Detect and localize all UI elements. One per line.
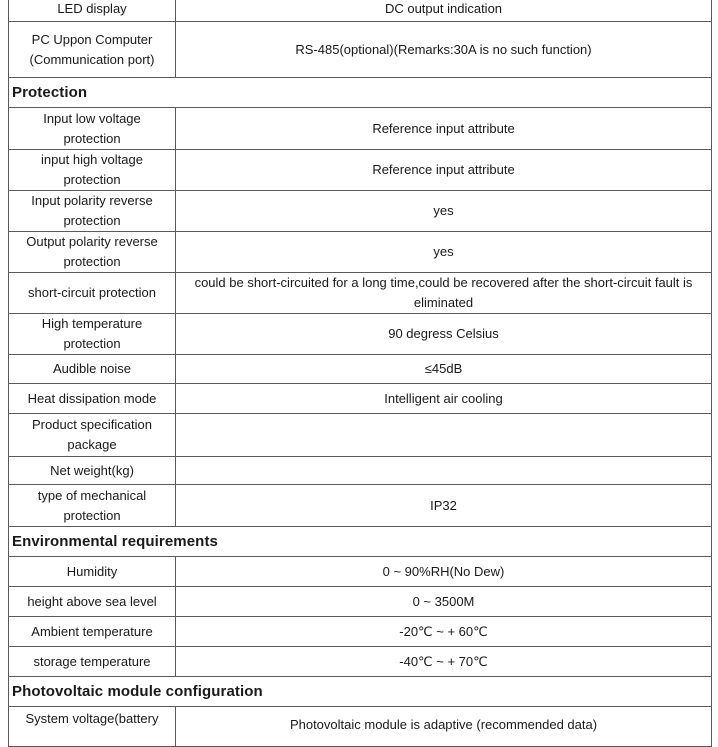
- spec-label: Output polarity reverse protection: [9, 232, 176, 273]
- spec-value-text: Photovoltaic module is adaptive (recommended data): [289, 717, 598, 732]
- spec-label: Input low voltage protection: [9, 108, 176, 150]
- table-row: [9, 414, 712, 457]
- table-row: [9, 617, 712, 647]
- spec-value: Reference input attribute: [176, 150, 712, 191]
- table-row: [9, 587, 712, 617]
- spec-label: type of mechanical protection: [9, 485, 176, 527]
- spec-value: [176, 457, 712, 485]
- table-row: [9, 557, 712, 587]
- spec-value: 90 degress Celsius: [176, 314, 712, 355]
- spec-value: -20℃ ~ + 60℃: [176, 617, 712, 647]
- section-header-row: [9, 78, 712, 108]
- section-heading-photovoltaic: Photovoltaic module configuration: [9, 677, 712, 707]
- spec-value: ≤45dB: [176, 355, 712, 384]
- section-header-row: [9, 677, 712, 707]
- spec-label: Ambient temperature: [9, 617, 176, 647]
- spec-value: IP32: [176, 485, 712, 527]
- table-row: [9, 273, 712, 314]
- spec-value: Intelligent air cooling: [176, 384, 712, 414]
- table-row: [9, 314, 712, 355]
- spec-value: yes: [176, 191, 712, 232]
- spec-value: [176, 414, 712, 457]
- table-row: [9, 22, 712, 78]
- spec-value: -40℃ ~ + 70℃: [176, 647, 712, 677]
- spec-value: yes: [176, 232, 712, 273]
- table-row: [9, 232, 712, 273]
- spec-value: 0 ~ 3500M: [176, 587, 712, 617]
- spec-table: [8, 0, 712, 747]
- spec-label: High temperature protection: [9, 314, 176, 355]
- table-row: [9, 485, 712, 527]
- spec-label: Humidity: [9, 557, 176, 587]
- table-row: [9, 647, 712, 677]
- spec-value: RS-485(optional)(Remarks:30A is no such function): [176, 22, 712, 78]
- section-heading-environment: Environmental requirements: [9, 527, 712, 557]
- spec-label: Product specification package: [9, 414, 176, 457]
- spec-label: Audible noise: [9, 355, 176, 384]
- table-row: [9, 384, 712, 414]
- spec-value: DC output indication: [176, 0, 712, 22]
- spec-label: PC Uppon Computer (Communication port): [9, 22, 176, 78]
- section-heading-protection: Protection: [9, 78, 712, 108]
- section-header-row: [9, 527, 712, 557]
- table-row: [9, 707, 712, 747]
- spec-label: height above sea level: [9, 587, 176, 617]
- spec-label: input high voltage protection: [9, 150, 176, 191]
- table-row: [9, 355, 712, 384]
- spec-value: could be short-circuited for a long time,could be recovered after the short-circuit fault is eliminated: [176, 273, 712, 314]
- spec-value: Reference input attribute: [176, 108, 712, 150]
- spec-label: short-circuit protection: [9, 273, 176, 314]
- table-row: [9, 0, 712, 22]
- table-row: [9, 108, 712, 150]
- spec-label: Input polarity reverse protection: [9, 191, 176, 232]
- table-row: [9, 150, 712, 191]
- spec-label: storage temperature: [9, 647, 176, 677]
- spec-label: Heat dissipation mode: [9, 384, 176, 414]
- table-row: [9, 191, 712, 232]
- spec-value: 0 ~ 90%RH(No Dew): [176, 557, 712, 587]
- spec-value: [176, 707, 712, 747]
- spec-label: LED display: [9, 0, 176, 22]
- spec-label-text: System voltage(battery: [25, 711, 159, 726]
- spec-label: Net weight(kg): [9, 457, 176, 485]
- spec-sheet: [8, 0, 712, 747]
- spec-label: [9, 707, 176, 747]
- table-row: [9, 457, 712, 485]
